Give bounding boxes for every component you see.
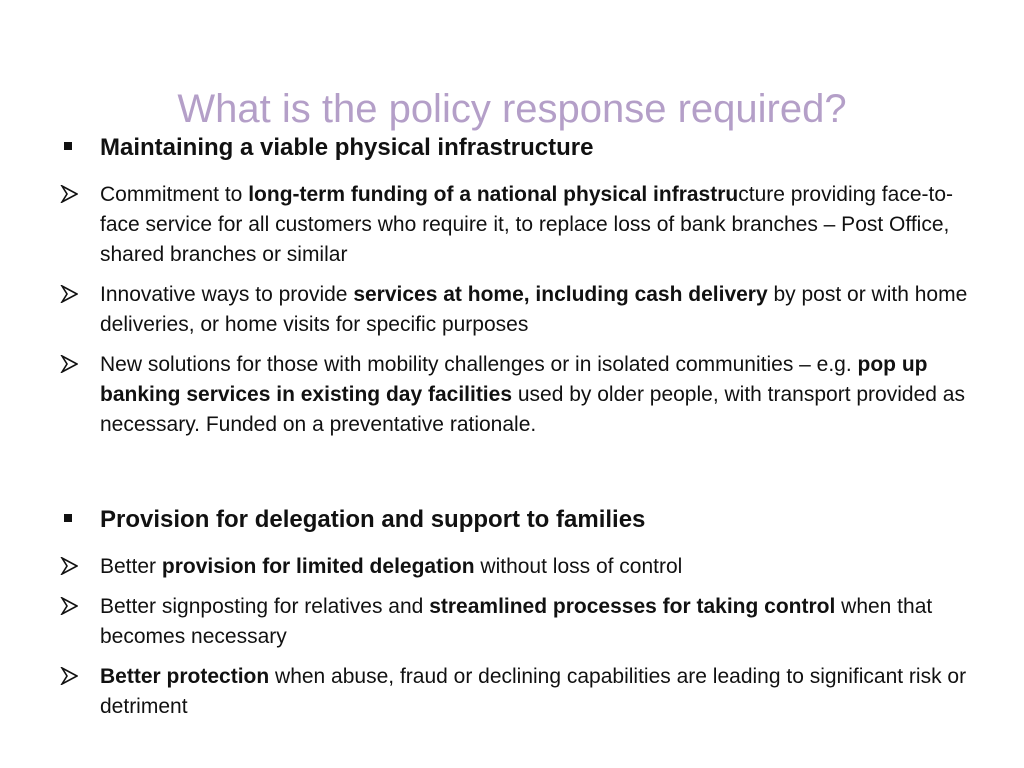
bold-text: Better protection	[100, 665, 270, 688]
bullet-text	[100, 353, 965, 436]
arrowhead-bullet-icon	[60, 280, 84, 303]
text-run: Better	[100, 555, 162, 578]
square-bullet-icon	[64, 514, 72, 522]
arrowhead-bullet-icon	[60, 552, 84, 575]
text-run: New solutions for those with mobility challenges or in isolated communities – e.g.	[100, 353, 858, 376]
text-run: Better signposting for relatives and	[100, 595, 430, 618]
bullet-item	[60, 592, 980, 652]
slide-title: What is the policy response required?	[177, 86, 847, 131]
bullet-text	[100, 595, 932, 648]
arrowhead-bullet-icon	[60, 662, 84, 685]
bullet-text	[100, 665, 966, 718]
bullet-item	[60, 280, 980, 340]
arrowhead-bullet-icon	[60, 592, 84, 615]
bold-text: services at home, including cash delivery	[353, 283, 768, 306]
bold-text: streamlined processes for taking control	[429, 595, 836, 618]
bullet-item	[60, 180, 980, 270]
bullet-item	[60, 662, 980, 722]
bullet-item	[60, 350, 980, 440]
section-heading	[60, 132, 980, 164]
bold-text: long-term funding of a national physical infrastru	[248, 183, 739, 206]
text-run: Commitment to	[100, 183, 249, 206]
text-run: by post or with home deliveries, or home visits for specific purposes	[100, 283, 968, 336]
text-run: when that becomes necessary	[100, 595, 933, 648]
bullet-item	[60, 552, 980, 582]
text-run: Innovative ways to provide	[100, 283, 354, 306]
arrowhead-bullet-icon	[60, 350, 84, 373]
bullet-text	[100, 183, 953, 266]
section-heading	[60, 504, 980, 536]
bold-text: pop up banking services in existing day facilities	[100, 353, 928, 406]
text-run: when abuse, fraud or declining capabilities are leading to significant risk or detriment	[100, 665, 967, 718]
section-heading-text: Maintaining a viable physical infrastructure	[100, 134, 594, 161]
square-bullet-icon	[64, 142, 72, 150]
section-heading-text: Provision for delegation and support to families	[100, 506, 646, 533]
text-run: used by older people, with transport provided as necessary. Funded on a preventative rationale.	[100, 383, 965, 436]
arrowhead-bullet-icon	[60, 180, 84, 203]
bullet-text	[100, 283, 967, 336]
section-delegation	[60, 504, 980, 722]
text-run: cture providing face-to-face service for all customers who require it, to replace loss of bank branches – Post Office, shared branches or similar	[100, 183, 954, 266]
text-run: without loss of control	[474, 555, 683, 578]
bullet-text	[100, 555, 682, 578]
bold-text: provision for limited delegation	[161, 555, 475, 578]
section-infrastructure	[60, 132, 980, 440]
